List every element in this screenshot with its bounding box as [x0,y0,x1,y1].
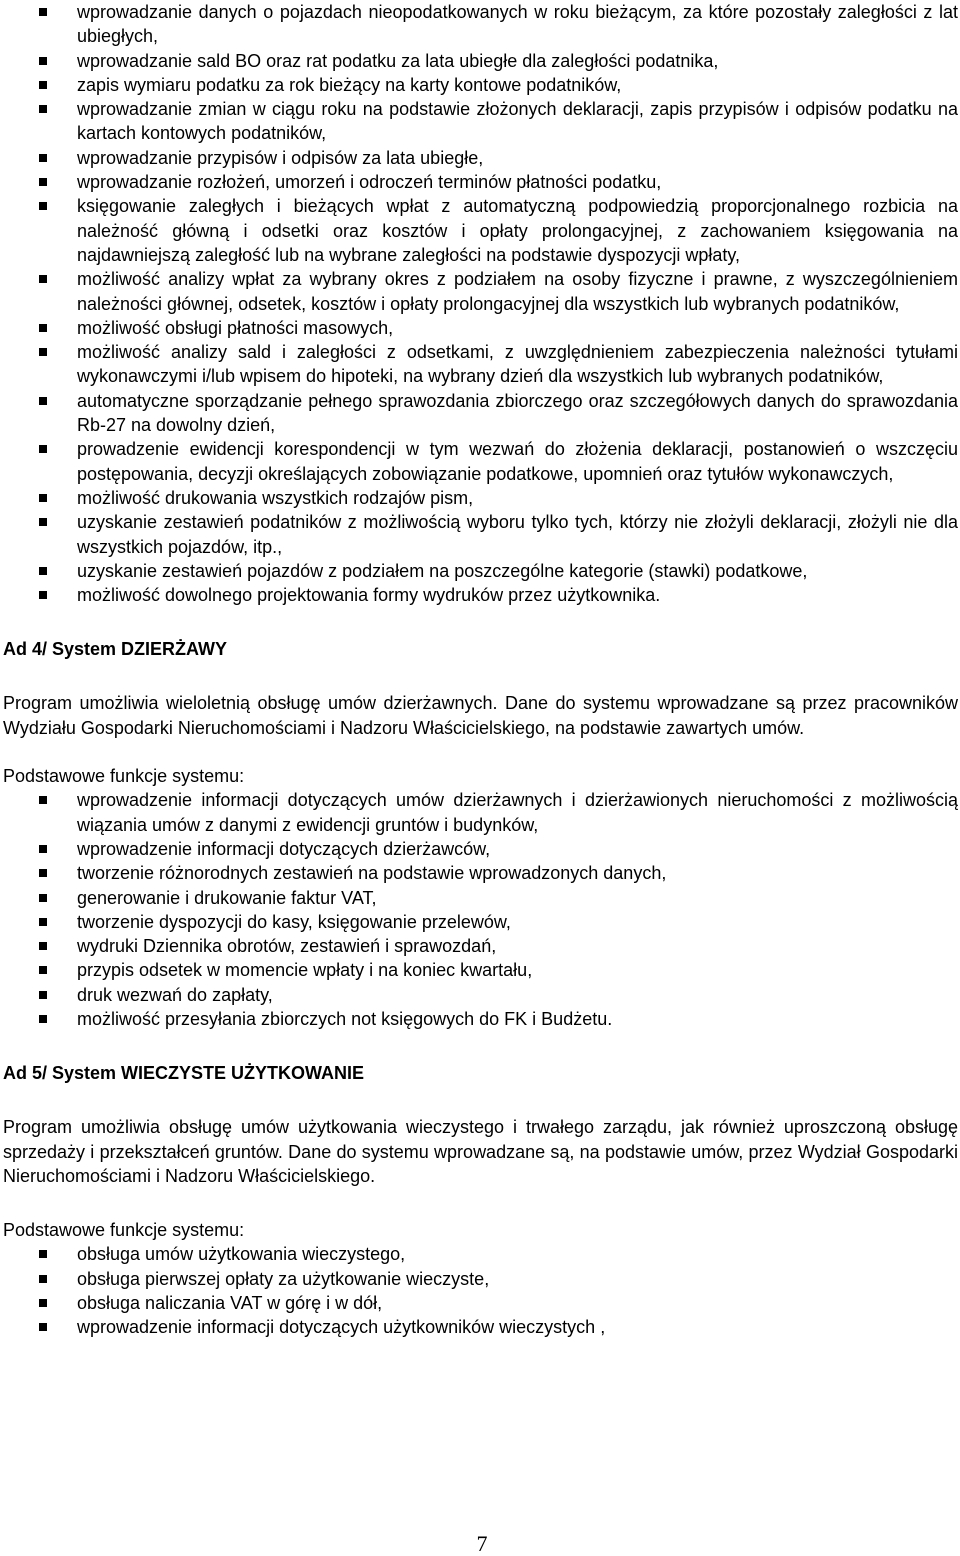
list-item-text: wprowadzanie sald BO oraz rat podatku za lata ubiegłe dla zaległości podatnika, [77,50,719,71]
list-item-text: automatyczne sporządzanie pełnego sprawozdania zbiorczego oraz szczegółowych danych do sprawozdania Rb-27 na dowolny dzień, [77,390,958,436]
section-4-intro: Program umożliwia wieloletnią obsługę umów dzierżawnych. Dane do systemu wprowadzane są przez pracowników Wydziału Gospodarki Nieruchomościami i Nadzoru Właścicielskiego, na podstawie zawartych umów. [3,693,958,738]
section-4-heading: Ad 4/ System DZIERŻAWY [3,639,228,660]
list-item [3,146,958,170]
square-bullet-icon [39,918,47,926]
square-bullet-icon [39,894,47,902]
square-bullet-icon [39,1299,47,1307]
square-bullet-icon [39,494,47,502]
list-item [3,1315,958,1339]
list-item-text: wprowadzanie danych o pojazdach nieopodatkowanych w roku bieżącym, za które pozostały zaległości z lat ubiegłych, [77,2,958,47]
list-item [3,886,958,910]
section-4-functions-list [3,788,958,1031]
list-item [3,194,958,267]
list-item-text: możliwość obsługi płatności masowych, [77,317,394,338]
list-item [3,73,958,97]
square-bullet-icon [39,991,47,999]
list-item [3,583,958,607]
list-item-text: wprowadzenie informacji dotyczących umów dzierżawnych i dzierżawionych nieruchomości z możliwością wiązania umów z danymi z ewidencji gruntów i budynków, [77,790,958,835]
square-bullet-icon [39,445,47,453]
list-item-text: wprowadzenie informacji dotyczących dzierżawców, [77,838,491,859]
list-item-text: obsługa naliczania VAT w górę i w dół, [77,1293,383,1314]
list-item-text: wydruki Dziennika obrotów, zestawień i sprawozdań, [77,936,497,957]
square-bullet-icon [39,1275,47,1283]
list-item-text: przypis odsetek w momencie wpłaty i na koniec kwartału, [77,960,533,981]
section-5-functions-list [3,1242,958,1339]
square-bullet-icon [39,81,47,89]
list-item [3,1267,958,1291]
list-item-text: wprowadzanie zmian w ciągu roku na podstawie złożonych deklaracji, zapis przypisów i odpisów podatku na kartach kontowych podatników, [77,99,958,144]
list-item-text: możliwość przesyłania zbiorczych not księgowych do FK i Budżetu. [77,1008,613,1029]
list-item [3,861,958,885]
list-item [3,170,958,194]
list-item [3,437,958,486]
list-item [3,958,958,982]
list-item [3,316,958,340]
square-bullet-icon [39,8,47,16]
list-item-text: wprowadzanie rozłożeń, umorzeń i odroczeń terminów płatności podatku, [77,172,662,193]
section-5-intro: Program umożliwia obsługę umów użytkowania wieczystego i trwałego zarządu, jak również uproszczoną obsługę sprzedaży i przekształceń gruntów. Dane do systemu wprowadzane są, na podstawie umów, przez Wydział Gospodarki Nieruchomościami i Nadzoru Właścicielskiego. [3,1117,958,1186]
list-item [3,934,958,958]
square-bullet-icon [39,348,47,356]
list-item [3,510,958,559]
list-item-text: możliwość dowolnego projektowania formy wydruków przez użytkownika. [77,585,661,606]
square-bullet-icon [39,796,47,804]
list-item [3,1291,958,1315]
list-item-text: możliwość analizy wpłat za wybrany okres z podziałem na osoby fizyczne i prawne, z wyszczególnieniem należności głównej, odsetek, kosztów i opłaty prolongacyjnej dla wszystkich lub wybranych podatników, [77,269,958,314]
list-item-text: obsługa umów użytkowania wieczystego, [77,1244,406,1265]
tax-functions-list [3,0,958,607]
list-item-text: uzyskanie zestawień pojazdów z podziałem na poszczególne kategorie (stawki) podatkowe, [77,560,808,581]
square-bullet-icon [39,567,47,575]
square-bullet-icon [39,178,47,186]
list-item-text: wprowadzanie przypisów i odpisów za lata ubiegłe, [77,147,484,168]
list-item-text: tworzenie dyspozycji do kasy, księgowanie przelewów, [77,911,511,932]
list-item [3,340,958,389]
list-item [3,1242,958,1266]
square-bullet-icon [39,105,47,113]
square-bullet-icon [39,591,47,599]
list-item-text: księgowanie zaległych i bieżących wpłat z automatyczną podpowiedzią proporcjonalnego rozbicia na należność główną i odsetki oraz kosztów i opłaty prolongacyjnej, z zachowaniem księgowania na najdawniejszą zaległość lub na wybrane zaległości na podstawie dyspozycji wpłaty, [77,196,958,265]
square-bullet-icon [39,1323,47,1331]
section-5-heading: Ad 5/ System WIECZYSTE UŻYTKOWANIE [3,1063,365,1084]
list-item-text: możliwość drukowania wszystkich rodzajów pism, [77,487,474,508]
list-item-text: tworzenie różnorodnych zestawień na podstawie wprowadzonych danych, [77,863,667,884]
list-item [3,267,958,316]
section-5-functions-label: Podstawowe funkcje systemu: [3,1220,245,1241]
section-4-functions-label: Podstawowe funkcje systemu: [3,766,245,787]
square-bullet-icon [39,942,47,950]
list-item-text: uzyskanie zestawień podatników z możliwością wyboru tylko tych, którzy nie złożyli deklaracji, złożyli nie dla wszystkich pojazdów, itp., [77,512,958,557]
list-item-text: obsługa pierwszej opłaty za użytkowanie wieczyste, [77,1268,490,1289]
square-bullet-icon [39,518,47,526]
square-bullet-icon [39,1015,47,1023]
square-bullet-icon [39,154,47,162]
list-item-text: możliwość analizy sald i zaległości z odsetkami, z uwzględnieniem zabezpieczenia należności tytułami wykonawczymi i/lub wpisem do hipoteki, na wybrany dzień dla wszystkich lub wybranych podatników, [77,342,958,387]
list-item [3,486,958,510]
list-item [3,49,958,73]
list-item-text: generowanie i drukowanie faktur VAT, [77,887,377,908]
square-bullet-icon [39,869,47,877]
list-item [3,983,958,1007]
square-bullet-icon [39,324,47,332]
square-bullet-icon [39,202,47,210]
list-item-text: zapis wymiaru podatku za rok bieżący na karty kontowe podatników, [77,74,622,95]
list-item [3,837,958,861]
square-bullet-icon [39,966,47,974]
list-item [3,1007,958,1031]
list-item [3,788,958,837]
list-item [3,389,958,438]
list-item [3,0,958,49]
list-item [3,559,958,583]
list-item [3,97,958,146]
square-bullet-icon [39,397,47,405]
list-item-text: wprowadzenie informacji dotyczących użytkowników wieczystych , [77,1317,606,1338]
square-bullet-icon [39,57,47,65]
list-item [3,910,958,934]
list-item-text: prowadzenie ewidencji korespondencji w tym wezwań do złożenia deklaracji, postanowień o wszczęciu postępowania, decyzji określających zobowiązanie podatkowe, upomnień oraz tytułów wykonawczych, [77,439,958,484]
square-bullet-icon [39,1250,47,1258]
page-number: 7 [476,1531,488,1556]
square-bullet-icon [39,845,47,853]
square-bullet-icon [39,275,47,283]
list-item-text: druk wezwań do zapłaty, [77,984,273,1005]
